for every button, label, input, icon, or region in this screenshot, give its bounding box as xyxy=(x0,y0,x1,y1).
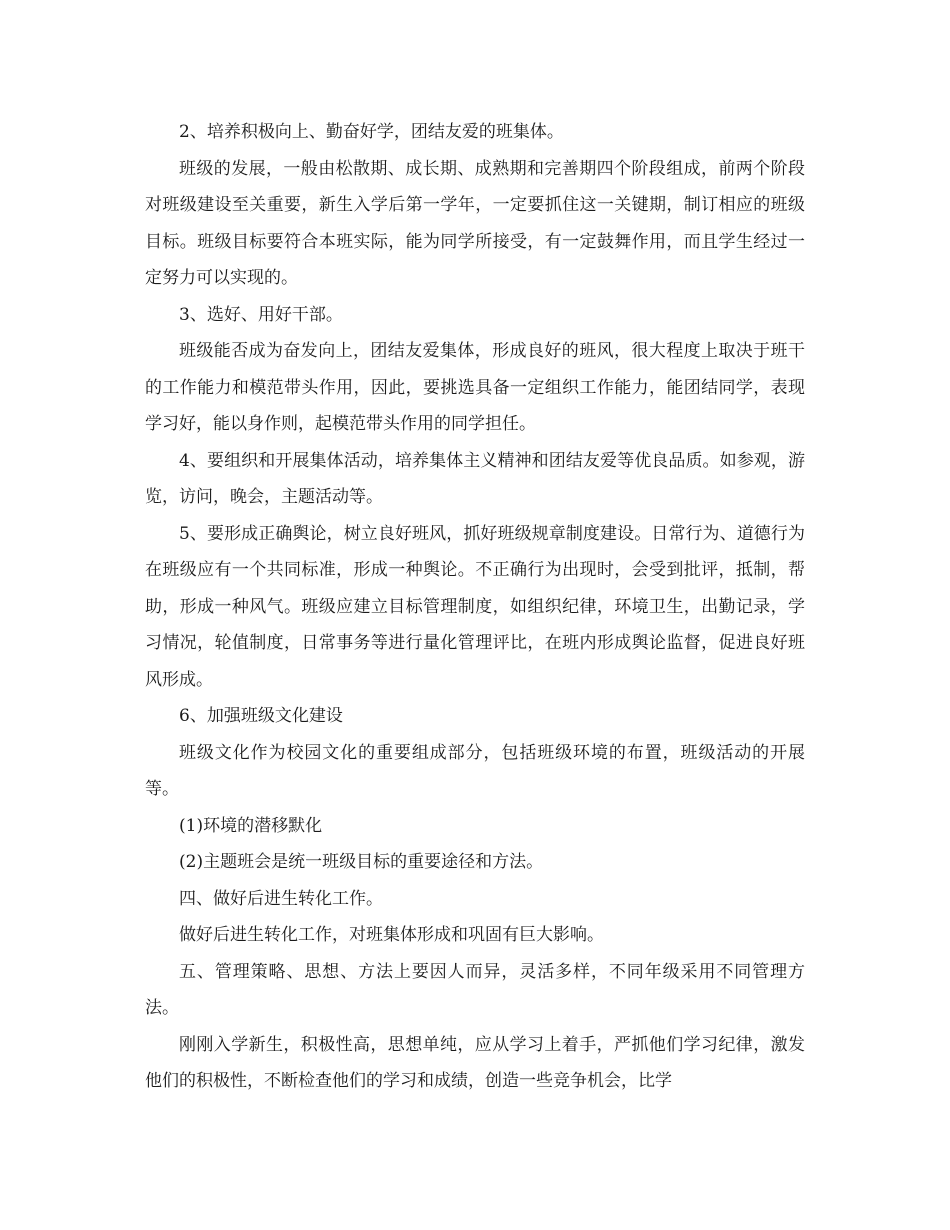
paragraph: 五、管理策略、思想、方法上要因人而异，灵活多样，不同年级采用不同管理方法。 xyxy=(145,961,805,1018)
document-body xyxy=(145,114,805,1100)
paragraph: 刚刚入学新生，积极性高，思想单纯，应从学习上着手，严抓他们学习纪律，激发他们的积极性，不断检查他们的学习和成绩，创造一些竞争机会，比学 xyxy=(145,1034,805,1091)
paragraph: 4、要组织和开展集体活动，培养集体主义精神和团结友爱等优良品质。如参观，游览，访问，晚会，主题活动等。 xyxy=(145,450,805,507)
paragraph: 做好后进生转化工作，对班集体形成和巩固有巨大影响。 xyxy=(179,925,604,945)
paragraph: 班级文化作为校园文化的重要组成部分，包括班级环境的布置，班级活动的开展等。 xyxy=(145,742,805,799)
paragraph: 6、加强班级文化建设 xyxy=(179,706,343,726)
paragraph: 5、要形成正确舆论，树立良好班风，抓好班级规章制度建设。日常行为、道德行为在班级应有一个共同标准，形成一种舆论。不正确行为出现时，会受到批评，抵制，帮助，形成一种风气。班级应建立目标管理制度，如组织纪律，环境卫生，出勤记录，学习情况，轮值制度，日常事务等进行量化管理评比，在班内形成舆论监督，促进良好班风形成。 xyxy=(145,523,805,690)
paragraph: 四、做好后进生转化工作。 xyxy=(179,888,383,909)
paragraph: (2)主题班会是统一班级目标的重要途径和方法。 xyxy=(179,852,544,872)
paragraph: 2、培养积极向上、勤奋好学，团结友爱的班集体。 xyxy=(179,122,564,142)
paragraph: 3、选好、用好干部。 xyxy=(179,304,343,325)
paragraph: 班级的发展，一般由松散期、成长期、成熟期和完善期四个阶段组成，前两个阶段对班级建设至关重要，新生入学后第一学年，一定要抓住这一关键期，制订相应的班级目标。班级目标要符合本班实际，能为同学所接受，有一定鼓舞作用，而且学生经过一定努力可以实现的。 xyxy=(145,158,805,288)
paragraph: (1)环境的潜移默化 xyxy=(179,815,323,836)
paragraph: 班级能否成为奋发向上，团结友爱集体，形成良好的班风，很大程度上取决于班干的工作能力和模范带头作用，因此，要挑选具备一定组织工作能力，能团结同学，表现学习好，能以身作则，起模范带头作用的同学担任。 xyxy=(145,341,805,434)
